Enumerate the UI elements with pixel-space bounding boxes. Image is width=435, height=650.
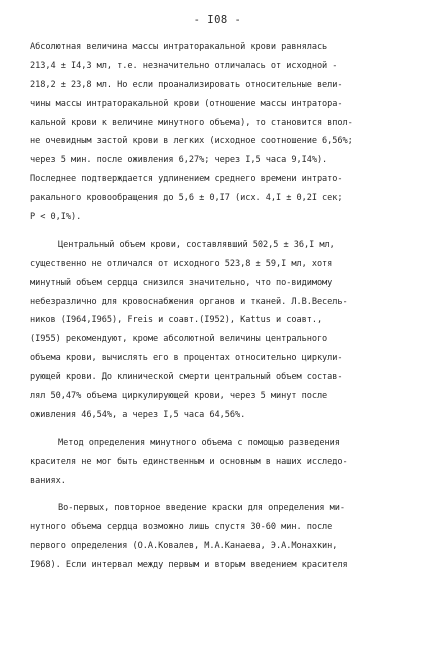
text-line: не очевидным застой крови в легких (исходное соотношение 6,56%; — [30, 136, 353, 147]
text-line: P < 0,I%). — [30, 212, 82, 223]
text-line: ников (I964,I965), Freis и соавт.(I952), Kattus и соавт., — [30, 315, 323, 326]
text-line: красителя не мог быть единственным и основным в наших исследо- — [30, 456, 348, 467]
text-line: 213,4 ± I4,3 мл, т.е. незначительно отличалась от исходной - — [30, 60, 338, 71]
text-line: I968). Если интервал между первым и вторым введением красителя — [30, 560, 348, 571]
text-line: Последнее подтверждается удлинением среднего времени интрато- — [30, 174, 343, 185]
text-line: оживления 46,54%, а через I,5 часа 64,56%. — [30, 409, 246, 420]
text-line: кальной крови к величине минутного объема), то становится впол- — [30, 117, 353, 128]
text-line: существенно не отличался от исходного 523,8 ± 59,I мл, хотя — [30, 258, 333, 269]
text-line: Метод определения минутного объема с помощью разведения — [58, 437, 340, 448]
text-line: через 5 мин. после оживления 6,27%; через I,5 часа 9,I4%). — [30, 155, 328, 166]
paragraph-gap — [30, 425, 422, 434]
body-text — [30, 38, 422, 575]
text-line: объема крови, вычислять его в процентах относительно циркули- — [30, 353, 343, 364]
text-line: первого определения (О.А.Ковалев, М.А.Канаева, Э.А.Монахкин, — [30, 541, 338, 552]
page-number: - I08 - — [193, 14, 242, 26]
text-line: лял 50,47% объема циркулирующей крови, через 5 минут после — [30, 391, 328, 402]
text-line: небезразлично для кровоснабжения органов и тканей. Л.В.Весель- — [30, 296, 348, 307]
text-line: Во-первых, повторное введение краски для определения ми- — [58, 503, 345, 514]
text-line: минутный объем сердца снизился значительно, что по-видимому — [30, 277, 333, 288]
text-line: ракального кровообращения до 5,6 ± 0,I7 (исх. 4,I ± 0,2I сек; — [30, 193, 343, 204]
paragraph-gap — [30, 490, 422, 499]
text-line: ваниях. — [30, 475, 66, 486]
text-line: 218,2 ± 23,8 мл. Но если проанализировать относительные вели- — [30, 79, 343, 90]
text-line: нутного объема сердца возможно лишь спустя 30-60 мин. после — [30, 522, 333, 533]
text-line: Центральный объем крови, составлявший 502,5 ± 36,I мл, — [58, 239, 335, 250]
text-line: (I955) рекомендуют, кроме абсолютной величины центрального — [30, 334, 328, 345]
text-line: чины массы интраторакальной крови (отношение массы интратора- — [30, 98, 343, 109]
paragraph-gap — [30, 227, 422, 236]
text-line: Абсолютная величина массы интраторакальной крови равнялась — [30, 42, 328, 52]
text-line: рующей крови. До клинической смерти центральный объем состав- — [30, 372, 343, 383]
